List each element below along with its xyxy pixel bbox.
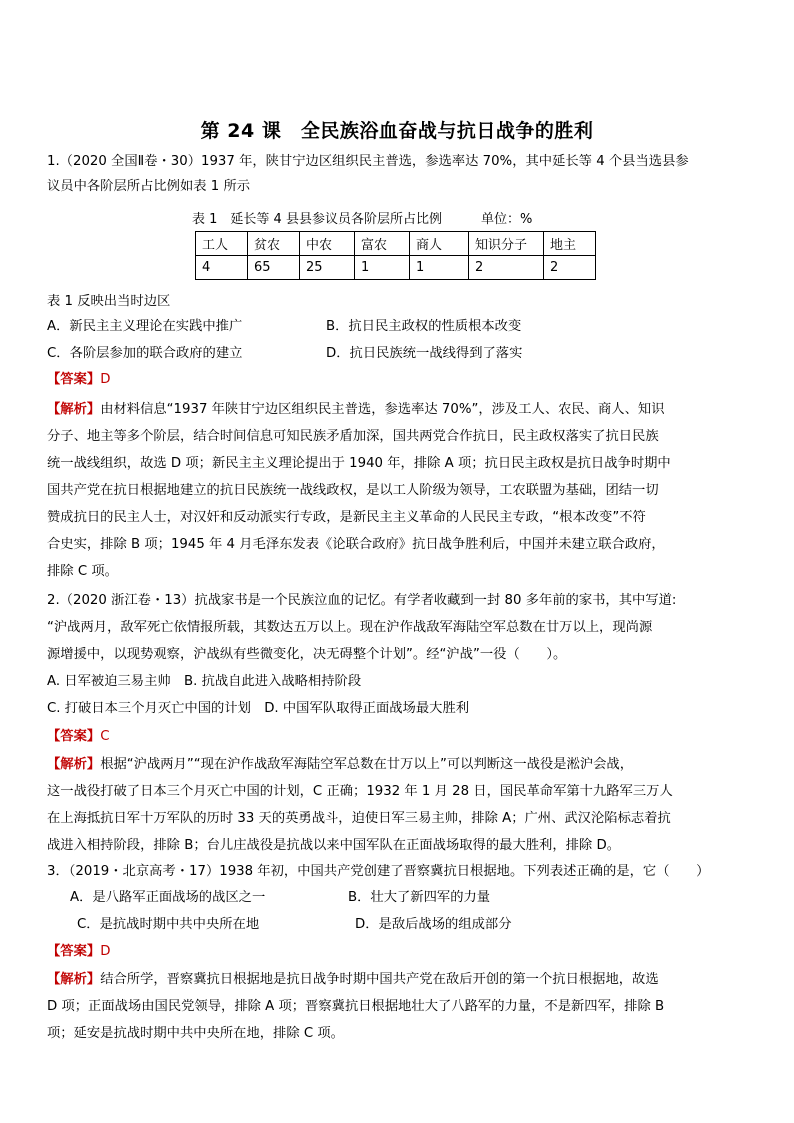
q1-analysis-line: 排除 C 项。 <box>47 564 118 579</box>
q1-stem-line2: 议员中各阶层所占比例如表 1 所示 <box>47 179 251 194</box>
table-header-cell: 中农 <box>300 232 355 256</box>
table-cell: 65 <box>248 256 300 280</box>
q1-analysis-line: 分子、地主等多个阶层，结合时间信息可知民族矛盾加深，国共两党合作抗日，民主政权落实了抗日民族 <box>47 429 659 444</box>
table-header-row <box>196 232 596 256</box>
table-cell: 1 <box>410 256 469 280</box>
q1-option-c: C．各阶层参加的联合政府的建立 <box>47 346 243 361</box>
q1-data-table <box>195 231 596 280</box>
q2-analysis-line: 【解析】根据“沪战两月”“现在沪作战敌军海陆空军总数在廿万以上”可以判断这一战役是淞沪会战， <box>47 757 634 772</box>
q1-analysis-line: 合史实，排除 B 项；1945 年 4 月毛泽东发表《论联合政府》抗日战争胜利后，中国并未建立联合政府， <box>47 537 665 552</box>
answer-value: C <box>100 729 110 744</box>
q3-stem: 3．（2019・北京高考・17）1938 年初，中国共产党创建了晋察冀抗日根据地。下列表述正确的是，它（ ） <box>47 864 710 879</box>
q2-answer <box>47 727 109 747</box>
table-cell: 1 <box>355 256 410 280</box>
table-cell: 25 <box>300 256 355 280</box>
q1-analysis-line: 国共产党在抗日根据地建立的抗日民族统一战线政权，是以工人阶级为领导，工农联盟为基础，团结一切 <box>47 483 659 498</box>
analysis-label: 【解析】 <box>47 402 101 417</box>
q1-answer <box>47 370 110 390</box>
q1-analysis-line: 【解析】由材料信息“1937 年陕甘宁边区组织民主普选，参选率达 70%”，涉及工人、农民、商人、知识 <box>47 402 665 417</box>
q1-after-table: 表 1 反映出当时边区 <box>47 294 171 309</box>
q3-answer <box>47 942 110 962</box>
page-title: 第 24 课 全民族浴血奋战与抗日战争的胜利 <box>200 120 594 142</box>
q2-stem-line: “沪战两月，敌军死亡依情报所载，其数达五万以上。现在沪作战敌军海陆空军总数在廿万以上，现尚源 <box>47 620 653 635</box>
q3-analysis-line: 【解析】结合所学，晋察冀抗日根据地是抗日战争时期中国共产党在敌后开创的第一个抗日根据地，故选 <box>47 972 659 987</box>
table-header-cell: 地主 <box>544 232 596 256</box>
table-header-cell: 知识分子 <box>469 232 544 256</box>
table-row <box>196 256 596 280</box>
q2-analysis-line: 战进入相持阶段，排除 B；台儿庄战役是抗战以来中国军队在正面战场取得的最大胜利，排除 D。 <box>47 838 620 853</box>
q3-option-a: A．是八路军正面战场的战区之一 <box>70 890 266 905</box>
q1-table-caption: 表 1 延长等 4 县县参议员各阶层所占比例 单位：% <box>192 212 533 227</box>
table-cell: 2 <box>544 256 596 280</box>
answer-label: 【答案】 <box>47 372 101 387</box>
q3-analysis-line: 项；延安是抗战时期中共中央所在地，排除 C 项。 <box>47 1026 344 1041</box>
q2-stem-line: 源增援中，以现势观察，沪战纵有些微变化，决无碍整个计划”。经“沪战”一役（ ）。 <box>47 647 567 662</box>
q3-analysis-line: D 项；正面战场由国民党领导，排除 A 项；晋察冀抗日根据地壮大了八路军的力量，不是新四军，排除 B <box>47 999 665 1014</box>
q1-option-a: A．新民主主义理论在实践中推广 <box>47 319 243 334</box>
q2-analysis-line: 这一战役打破了日本三个月灭亡中国的计划，C 正确；1932 年 1 月 28 日，国民革命军第十九路军三万人 <box>47 784 673 799</box>
table-header-cell: 商人 <box>410 232 469 256</box>
answer-label: 【答案】 <box>47 729 101 744</box>
q1-analysis-line: 赞成抗日的民主人士，对汉奸和反动派实行专政，是新民主主义革命的人民民主专政，“根本改变”不符 <box>47 510 646 525</box>
q3-option-b: B．壮大了新四军的力量 <box>348 890 491 905</box>
q2-analysis-line: 在上海抵抗日军十万军队的历时 33 天的英勇战斗，迫使日军三易主帅，排除 A；广州、武汉沦陷标志着抗 <box>47 811 671 826</box>
table-header-cell: 富农 <box>355 232 410 256</box>
q1-stem-line1: 1.（2020 全国Ⅱ卷・30）1937 年，陕甘宁边区组织民主普选，参选率达 70%，其中延长等 4 个县当选县参 <box>47 154 689 169</box>
analysis-label: 【解析】 <box>47 757 101 772</box>
answer-value: D <box>100 944 111 959</box>
q1-analysis-line: 统一战线组织，故选 D 项；新民主主义理论提出于 1940 年，排除 A 项；抗日民主政权是抗日战争时期中 <box>47 456 671 471</box>
q2-options-ab: A. 日军被迫三易主帅 B. 抗战自此进入战略相持阶段 <box>47 674 362 689</box>
q1-option-b: B．抗日民主政权的性质根本改变 <box>326 319 522 334</box>
q3-option-c: C．是抗战时期中共中央所在地 <box>77 917 260 932</box>
q2-options-cd: C. 打破日本三个月灭亡中国的计划 D. 中国军队取得正面战场最大胜利 <box>47 701 470 716</box>
analysis-label: 【解析】 <box>47 972 101 987</box>
table-cell: 4 <box>196 256 248 280</box>
answer-label: 【答案】 <box>47 944 101 959</box>
q2-stem-line: 2.（2020 浙江卷・13）抗战家书是一个民族泣血的记忆。有学者收藏到一封 80 多年前的家书，其中写道: <box>47 593 677 608</box>
answer-value: D <box>100 372 111 387</box>
table-header-cell: 工人 <box>196 232 248 256</box>
table-cell: 2 <box>469 256 544 280</box>
table-header-cell: 贫农 <box>248 232 300 256</box>
q3-option-d: D．是敌后战场的组成部分 <box>355 917 512 932</box>
q1-option-d: D．抗日民族统一战线得到了落实 <box>326 346 523 361</box>
